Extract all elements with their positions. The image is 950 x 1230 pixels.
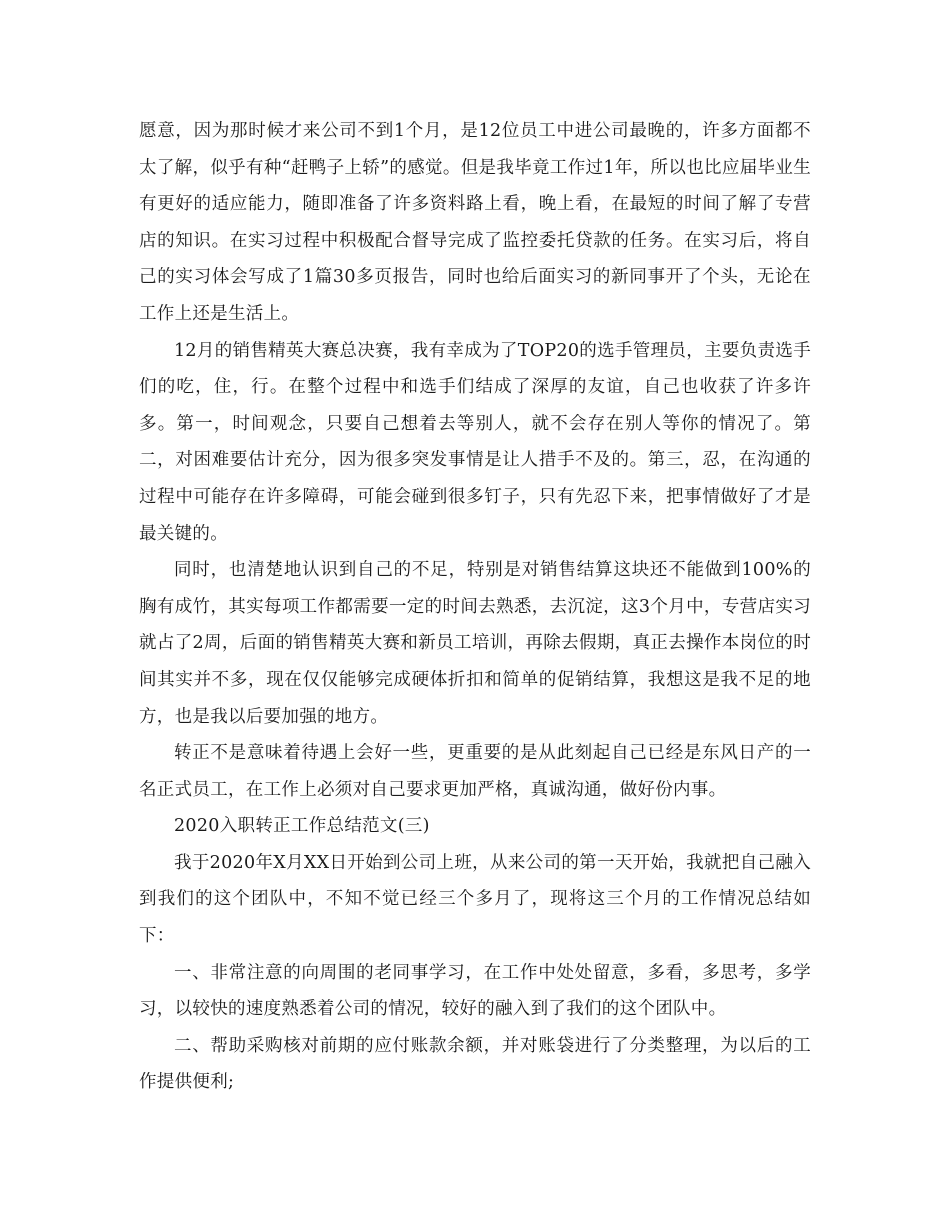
- paragraph-shortcomings: 同时，也清楚地认识到自己的不足，特别是对销售结算这块还不能做到100%的胸有成竹，其实每项工作都需要一定的时间去熟悉，去沉淀，这3个月中，专营店实习就占了2周，后面的销售精英大赛和新员工培训，再除去假期，真正去操作本岗位的时间其实并不多，现在仅仅能够完成硬体折扣和简单的促销结算，我想这是我不足的地方，也是我以后要加强的地方。: [139, 560, 811, 727]
- paragraph-point-one: 一、非常注意的向周围的老同事学习，在工作中处处留意，多看，多思考，多学习，以较快的速度熟悉着公司的情况，较好的融入到了我们的这个团队中。: [139, 962, 811, 1020]
- paragraph-point-two: 二、帮助采购核对前期的应付账款余额，并对账袋进行了分类整理，为以后的工作提供便利;: [139, 1035, 811, 1093]
- paragraph-conclusion: 转正不是意味着待遇上会好一些，更重要的是从此刻起自己已经是东风日产的一名正式员工，在工作上必须对自己要求更加严格，真诚沟通，做好份内事。: [139, 743, 811, 800]
- paragraph-intro: 我于2020年X月XX日开始到公司上班，从来公司的第一天开始，我就把自己融入到我们的这个团队中，不知不觉已经三个多月了，现将这三个月的工作情况总结如下：: [139, 852, 811, 947]
- document-body: [139, 113, 811, 1101]
- paragraph-continuation: 愿意，因为那时候才来公司不到1个月，是12位员工中进公司最晚的，许多方面都不太了解，似乎有种“赶鸭子上轿”的感觉。但是我毕竟工作过1年，所以也比应届毕业生有更好的适应能力，随即准备了许多资料路上看，晚上看，在最短的时间了解了专营店的知识。在实习过程中积极配合督导完成了监控委托贷款的任务。在实习后，将自己的实习体会写成了1篇30多页报告，同时也给后面实习的新同事开了个头，无论在工作上还是生活上。: [139, 121, 811, 324]
- paragraph-sales-contest: 12月的销售精英大赛总决赛，我有幸成为了TOP20的选手管理员，主要负责选手们的吃，住，行。在整个过程中和选手们结成了深厚的友谊，自己也收获了许多许多。第一，时间观念，只要自己想着去等别人，就不会存在别人等你的情况了。第二，对困难要估计充分，因为很多突发事情是让人措手不及的。第三，忍，在沟通的过程中可能存在许多障碍，可能会碰到很多钉子，只有先忍下来，把事情做好了才是最关键的。: [139, 340, 811, 544]
- section-heading: 2020入职转正工作总结范文(三): [174, 816, 430, 837]
